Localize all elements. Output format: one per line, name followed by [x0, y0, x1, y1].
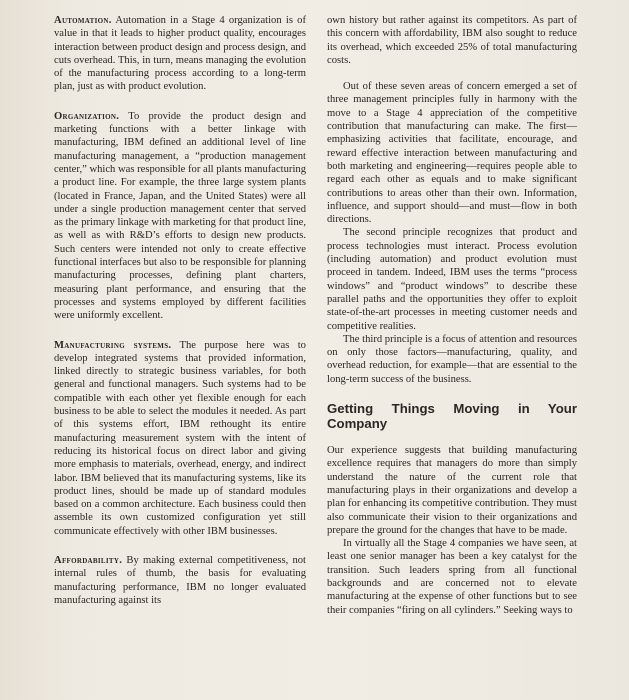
paragraph-second-principle: The second principle recognizes that product and process technologies must interact. Process evolution (including automation) and product evolution must proceed in tandem. Indeed, IBM uses the terms “process windows” and “product windows” to describe these parallel paths and the opportunities they offer to exploit state-of-the-art processes in meeting customer needs and competitive realities.	[327, 227, 577, 332]
paragraph-stage4-companies: In virtually all the Stage 4 companies we have seen, at least one senior manager has been a key catalyst for the transition. Such leaders spring from all functional backgrounds and are concerned not to elevate manufacturing at the expense of other functions but to see their companies “firing on all cylinders.” Seeking ways to	[327, 538, 577, 616]
paragraph-affordability	[54, 554, 306, 607]
section-heading: Getting Things Moving in Your Company	[327, 401, 577, 432]
paragraph-text: The purpose here was to develop integrated systems that provided information, linked directly to strategic business variables, for both general and functional managers. Such systems had to be compatible with each other yet flexible enough for each business to be able to select the modules it needed. As part of this systems effort, IBM rethought its entire manufacturing measurement system with the intent of reducing its historical focus on direct labor and giving more emphasis to materials, overhead, energy, and indirect labor. IBM believed that its manufacturing systems, like its product lines, should be made up of standard modules based on a common architecture. Each business could then assemble its own customized configuration yet still communicate effectively with other IBM businesses.	[54, 339, 306, 537]
right-column	[327, 14, 577, 617]
runin-heading-manufacturing-systems: Manufacturing systems.	[54, 339, 172, 351]
runin-heading-automation: Automation.	[54, 15, 112, 26]
runin-heading-affordability: Affordability.	[54, 554, 123, 566]
left-column	[54, 14, 306, 607]
paragraph-manufacturing-systems	[54, 339, 306, 538]
paragraph-continued: own history but rather against its competitors. As part of this concern with affordability, IBM also sought to reduce its overhead, which exceeded 25% of total manufacturing costs.	[327, 15, 577, 66]
paragraph-automation	[54, 14, 306, 94]
paragraph-experience: Our experience suggests that building manufacturing excellence requires that managers do more than simply understand the nature of the current role that manufacturing plays in their organizations and develop a plan for enhancing its competitive contribution. They must also communicate their vision to their organizations and prepare the ground for the changes that have to be made.	[327, 445, 577, 536]
paragraph-text: To provide the product design and marketing functions with a better linkage with manufacturing, IBM defined an additional level of line manufacturing management, a “production management center,” which was responsible for all plants manufacturing a product line. For example, the three large system plants (located in France, Japan, and the United States) were all under a single production management center that served as the primary linkage with marketing for that product line, as well as with R&D’s efforts to design new products. Such centers were intended not only to create effective functional interfaces but also to be responsible for planning manufacturing processes, defining plant charters, measuring plant performance, and ensuring that the processes and systems employed by different facilities were uniformly excellent.	[54, 110, 306, 322]
runin-heading-organization: Organization.	[54, 110, 120, 122]
paragraph-text: By making external competitiveness, not internal rules of thumb, the basis for evaluating manufacturing performance, IBM no longer evaluated manufacturing against its	[54, 554, 306, 606]
paragraph-third-principle: The third principle is a focus of attention and resources on only those factors—manufacturing, quality, and overhead reduction, for example—that are essential to the long-term success of the business.	[327, 333, 577, 385]
paragraph-seven-areas: Out of these seven areas of concern emerged a set of three management principles fully in harmony with the move to a Stage 4 appreciation of the competitive contribution that manufacturing can make. The first—emphasizing activities that facilitate, encourage, and reward effective interaction between manufacturing and both marketing and engineering—requires people able to regard each other as equals and to make significant contributions to areas other than their own. Information, influence, and support should—and must—flow in both directions.	[327, 81, 577, 226]
paragraph-organization	[54, 110, 306, 323]
paragraph-text: Automation in a Stage 4 organization is of value in that it leads to higher product quality, encourages interaction between product design and process design, and cuts overhead. This, in turn, means managing the evolution of the manufacturing process according to a long-term plan, just as with product evolution.	[54, 15, 306, 93]
